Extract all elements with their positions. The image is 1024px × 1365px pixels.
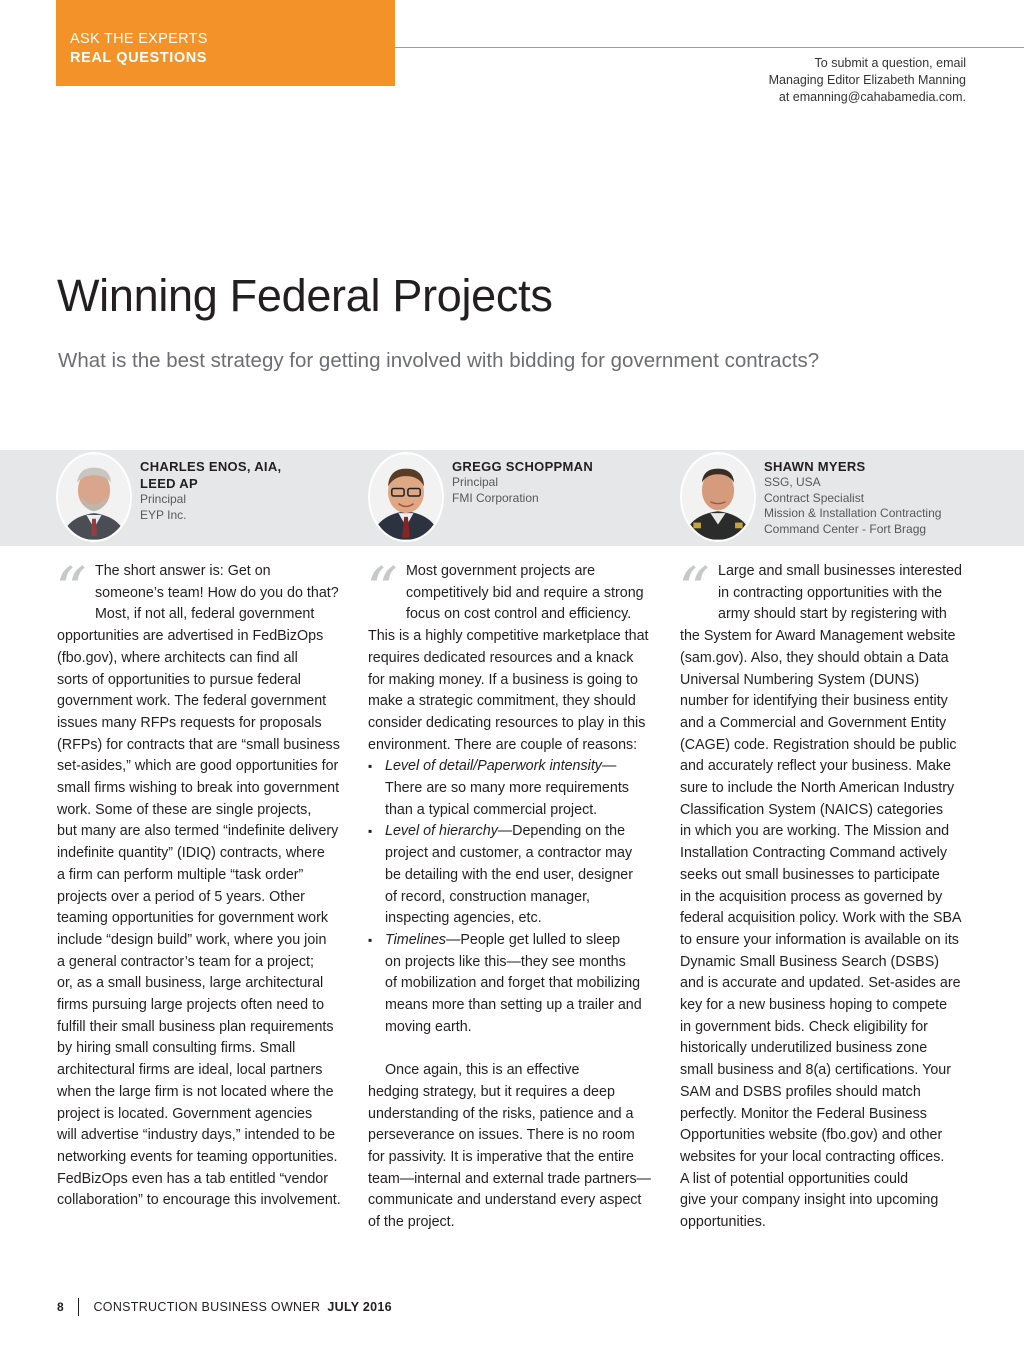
answer-column-schoppman xyxy=(366,553,658,1234)
expert-organization: Command Center - Fort Bragg xyxy=(764,521,927,536)
expert-name: GREGG SCHOPPMAN xyxy=(452,459,594,474)
answer-line: perseverance on issues. There is no room xyxy=(368,1127,635,1144)
answer-line: a general contractor’s team for a project; xyxy=(57,953,314,970)
answer-line: team—internal and external trade partners— xyxy=(368,1170,651,1187)
answer-line: FedBizOps even has a tab entitled “vendor xyxy=(57,1170,329,1187)
answer-line: will advertise “industry days,” intended to be xyxy=(57,1127,336,1144)
answer-line: Once again, this is an effective xyxy=(385,1062,580,1079)
reason-text: —People get lulled to sleep xyxy=(446,931,621,948)
submission-note-line: To submit a question, email xyxy=(814,56,966,70)
footer-divider xyxy=(78,1298,80,1316)
reason-text: There are so many more requirements xyxy=(385,780,629,797)
reason-text: be detailing with the end user, designer xyxy=(385,866,633,883)
answer-line: sorts of opportunities to pursue federal xyxy=(57,671,301,688)
answer-line: opportunities. xyxy=(680,1214,766,1231)
answer-line: historically underutilized business zone xyxy=(680,1040,928,1057)
answer-line: government work. The federal government xyxy=(57,693,327,710)
answer-line: projects over a period of 5 years. Other xyxy=(57,888,305,905)
answer-line: set-asides,” which are good opportunities for xyxy=(57,758,339,775)
answer-line: Large and small businesses interested xyxy=(718,563,962,579)
article-title: Winning Federal Projects xyxy=(57,270,553,321)
expert-title: Principal xyxy=(140,492,187,506)
answer-line: hedging strategy, but it requires a deep xyxy=(368,1083,615,1100)
reason-text: on projects like this—they see months xyxy=(385,953,626,970)
portrait-image xyxy=(370,454,442,540)
expert-name: CHARLES ENOS, AIA, xyxy=(140,459,282,474)
answer-line: to ensure your information is available on its xyxy=(680,931,959,948)
answer-body xyxy=(57,626,347,1212)
submission-note-line: at emanning@cahabamedia.com. xyxy=(778,90,966,104)
expert-name: LEED AP xyxy=(140,476,198,491)
answer-line: Most government projects are xyxy=(406,563,596,579)
answer-line: the System for Award Management website xyxy=(680,628,956,645)
reasons-list xyxy=(368,756,658,1038)
answer-line: A list of potential opportunities could xyxy=(680,1170,909,1187)
article-deck: What is the best strategy for getting involved with bidding for government contracts? xyxy=(58,349,820,372)
answer-line: small firms wishing to break into government xyxy=(57,780,340,797)
reason-term: Level of hierarchy xyxy=(385,823,498,840)
answer-line: collaboration” to encourage this involvement. xyxy=(57,1192,341,1209)
answer-line: opportunities are advertised in FedBizOps xyxy=(57,628,324,645)
answer-line: (CAGE) code. Registration should be public xyxy=(680,736,957,753)
reason-text: of mobilization and forget that mobilizing xyxy=(385,975,641,992)
answer-line: but many are also termed “indefinite delivery xyxy=(57,823,339,840)
answer-line: and a Commercial and Government Entity xyxy=(680,714,947,731)
quote-mark-icon: “ xyxy=(678,553,710,626)
answer-closing xyxy=(368,1060,658,1234)
answer-line: The short answer is: Get on xyxy=(95,563,271,579)
answer-line: and accurately reflect your business. Make xyxy=(680,758,951,775)
page-footer xyxy=(57,1298,392,1316)
answer-line: (fbo.gov), where architects can find all xyxy=(57,649,298,666)
answer-line: seeks out small businesses to participate xyxy=(680,866,940,883)
reason-term: Timelines xyxy=(385,931,447,948)
section-tag xyxy=(56,0,395,86)
answer-line: fulfill their small business plan requirements xyxy=(57,1018,334,1035)
answer-line: give your company insight into upcoming xyxy=(680,1192,939,1209)
answer-line: small business and 8(a) certifications. Your xyxy=(680,1062,951,1079)
expert-name: SHAWN MYERS xyxy=(764,459,866,474)
answer-line: a firm can perform multiple “task order” xyxy=(57,866,304,883)
reason-text: means more than setting up a trailer and xyxy=(385,997,642,1014)
header-divider xyxy=(395,47,1024,48)
answer-line: understanding of the risks, patience and a xyxy=(368,1105,634,1122)
answer-line: in which you are working. The Mission and xyxy=(680,823,950,840)
reason-text: inspecting agencies, etc. xyxy=(385,910,542,927)
portrait-image xyxy=(682,454,754,540)
expert-title: Principal xyxy=(452,475,499,489)
expert-photo-enos xyxy=(56,452,132,542)
section-name: REAL QUESTIONS xyxy=(70,50,208,66)
answer-line: consider dedicating resources to play in this xyxy=(368,714,646,731)
answer-line: include “design build” work, where you join xyxy=(57,931,327,948)
section-kicker: ASK THE EXPERTS xyxy=(70,31,208,47)
reason-text: —Depending on the xyxy=(497,823,626,840)
answer-line: Dynamic Small Business Search (DSBS) xyxy=(680,953,940,970)
answer-line: (RFPs) for contracts that are “small business xyxy=(57,736,340,753)
reason-item xyxy=(368,756,658,821)
expert-title: Contract Specialist xyxy=(764,490,865,505)
expert-info-enos xyxy=(140,458,310,523)
answer-line: Opportunities website (fbo.gov) and other xyxy=(680,1127,943,1144)
reason-text: of record, construction manager, xyxy=(385,888,591,905)
answer-line: Most, if not all, federal government xyxy=(95,606,315,623)
experts-band xyxy=(0,450,1024,546)
answer-line: army should start by registering with xyxy=(718,606,947,623)
answer-line: Installation Contracting Command actively xyxy=(680,845,947,862)
answer-line: requires dedicated resources and a knack xyxy=(368,649,634,666)
answer-body xyxy=(368,626,658,756)
answer-line: for making money. If a business is going to xyxy=(368,671,638,688)
expert-info-myers xyxy=(764,458,1014,537)
reason-item xyxy=(368,821,658,930)
publication-name: CONSTRUCTION BUSINESS OWNER xyxy=(93,1300,321,1314)
quote-mark-icon: “ xyxy=(366,553,398,626)
answer-line: focus on cost control and efficiency. xyxy=(406,606,632,623)
answer-line: SAM and DSBS profiles should match xyxy=(680,1083,921,1100)
answer-line: firms pursuing large projects often need to xyxy=(57,997,325,1014)
reason-text: moving earth. xyxy=(385,1018,472,1035)
answer-line: work. Some of these are single projects, xyxy=(57,801,312,818)
issue-date: JULY 2016 xyxy=(327,1300,392,1314)
answer-line: and is accurate and updated. Set-asides are xyxy=(680,975,961,992)
answer-line: sure to include the North American Industry xyxy=(680,780,955,797)
answer-line: in government bids. Check eligibility for xyxy=(680,1018,928,1035)
portrait-image xyxy=(58,454,130,540)
answer-line: key for a new business hoping to compete xyxy=(680,997,948,1014)
answer-line: indefinite quantity” (IDIQ) contracts, where xyxy=(57,845,325,862)
answer-line: project is located. Government agencies xyxy=(57,1105,313,1122)
answer-line: environment. There are couple of reasons: xyxy=(368,736,638,753)
answer-line: for passivity. It is imperative that the entire xyxy=(368,1148,634,1165)
answer-line: make a strategic commitment, they should xyxy=(368,693,636,710)
expert-rank: SSG, USA xyxy=(764,475,821,489)
answer-column-myers xyxy=(678,553,970,1234)
answer-line: someone’s team! How do you do that? xyxy=(95,584,339,601)
answer-line: or, as a small business, large architectural xyxy=(57,975,324,992)
answer-line: websites for your local contracting offices. xyxy=(680,1148,945,1165)
paragraph-gap xyxy=(368,1038,658,1060)
answer-line: federal acquisition policy. Work with the SBA xyxy=(680,910,962,927)
answer-line: perfectly. Monitor the Federal Business xyxy=(680,1105,927,1122)
answer-line: communicate and understand every aspect xyxy=(368,1192,642,1209)
answer-line: Classification System (NAICS) categories xyxy=(680,801,943,818)
expert-photo-schoppman xyxy=(368,452,444,542)
answer-line: issues many RFPs requests for proposals xyxy=(57,714,322,731)
answer-line: competitively bid and require a strong xyxy=(406,584,644,601)
expert-info-schoppman xyxy=(452,458,642,506)
submission-note xyxy=(666,55,966,106)
answer-column-enos xyxy=(55,553,347,1212)
reason-text: — xyxy=(601,758,617,775)
answer-line: This is a highly competitive marketplace that xyxy=(368,628,649,645)
reason-text: than a typical commercial project. xyxy=(385,801,598,818)
answer-line: of the project. xyxy=(368,1214,455,1231)
expert-organization: Mission & Installation Contracting xyxy=(764,506,942,520)
quote-mark-icon: “ xyxy=(55,553,87,626)
answer-body xyxy=(680,626,970,1234)
page-number: 8 xyxy=(57,1300,64,1314)
answer-line: teaming opportunities for government work xyxy=(57,910,328,927)
expert-company: EYP Inc. xyxy=(140,507,187,522)
answer-line: networking events for teaming opportunities. xyxy=(57,1148,338,1165)
answer-line: (sam.gov). Also, they should obtain a Data xyxy=(680,649,949,666)
answer-line: number for identifying their business entity xyxy=(680,693,948,710)
answer-line: when the large firm is not located where the xyxy=(57,1083,334,1100)
reason-text: project and customer, a contractor may xyxy=(385,845,633,862)
reason-term: Level of detail/Paperwork intensity xyxy=(385,758,602,775)
answer-line: in contracting opportunities with the xyxy=(718,584,943,601)
answer-line: in the acquisition process as governed by xyxy=(680,888,943,905)
answer-line: Universal Numbering System (DUNS) xyxy=(680,671,920,688)
submission-note-line: Managing Editor Elizabeth Manning xyxy=(768,73,966,87)
expert-photo-myers xyxy=(680,452,756,542)
reason-item xyxy=(368,930,658,1039)
answer-line: by hiring small consulting firms. Small xyxy=(57,1040,296,1057)
answer-line: architectural firms are ideal, local partners xyxy=(57,1062,323,1079)
expert-company: FMI Corporation xyxy=(452,490,539,505)
